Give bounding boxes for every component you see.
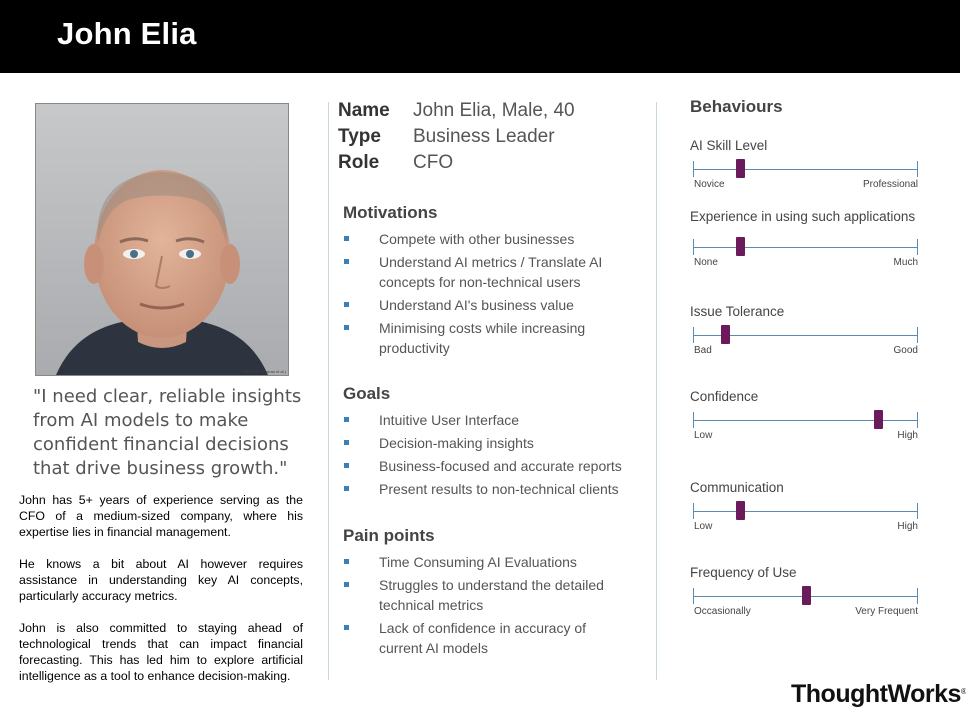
scale-label: Issue Tolerance: [690, 304, 785, 319]
scale-marker: [802, 586, 811, 605]
scale-label: AI Skill Level: [690, 138, 768, 153]
info-value: Business Leader: [413, 126, 555, 147]
section-title: Pain points: [343, 526, 435, 545]
scale-min-label: Low: [694, 521, 713, 532]
list-item: Struggles to understand the detailed technical metrics: [343, 575, 633, 615]
scale-track: [693, 420, 918, 441]
scale-min-label: Occasionally: [694, 606, 751, 617]
scale-max-label: Professional: [862, 179, 918, 190]
header-bar: [0, 0, 960, 73]
motivations-section: [343, 203, 633, 361]
list-item: Intuitive User Interface: [343, 410, 633, 430]
scale-issue-tolerance: [690, 304, 918, 356]
pain-points-section: [343, 526, 633, 661]
scale-max-label: High: [897, 521, 918, 532]
pain-points-list: [343, 552, 633, 658]
scale-marker: [736, 159, 745, 178]
scale-label: Confidence: [690, 389, 759, 404]
brand-logo: [791, 680, 966, 709]
scale-min-label: Bad: [694, 345, 712, 356]
scale-marker: [874, 410, 883, 429]
list-item: Time Consuming AI Evaluations: [343, 552, 633, 572]
list-item: Present results to non-technical clients: [343, 479, 633, 499]
list-item: Lack of confidence in accuracy of current AI models: [343, 618, 633, 658]
portrait-image: [36, 104, 288, 375]
goals-section: [343, 384, 633, 502]
info-row-type: [338, 124, 575, 150]
scale-track: [693, 247, 918, 268]
scale-frequency: [690, 565, 918, 617]
column-divider: [328, 102, 329, 680]
section-title: Goals: [343, 384, 391, 403]
scale-min-label: Novice: [694, 179, 725, 190]
scale-marker: [721, 325, 730, 344]
list-item: Business-focused and accurate reports: [343, 456, 633, 476]
column-divider: [656, 102, 657, 680]
info-value: CFO: [413, 152, 454, 173]
scale-label: Frequency of Use: [690, 565, 797, 580]
list-item: Understand AI's business value: [343, 295, 633, 315]
info-key: Role: [338, 152, 380, 173]
page-title: John Elia: [57, 16, 197, 51]
bio-paragraph: John has 5+ years of experience serving as the CFO of a medium-sized company, where his expertise lies in financial management.: [19, 493, 303, 539]
info-value: John Elia, Male, 40: [413, 100, 575, 121]
list-item: Decision-making insights: [343, 433, 633, 453]
bio-paragraph: He knows a bit about AI however requires assistance in understanding key AI concepts, particularly accuracy metrics.: [19, 557, 303, 603]
goals-list: [343, 410, 633, 499]
behaviours-title: Behaviours: [690, 97, 783, 116]
scale-track: [693, 511, 918, 532]
persona-bio: [19, 492, 303, 700]
section-title: Motivations: [343, 203, 438, 222]
brand-name: ThoughtWorks: [791, 680, 961, 708]
scale-label: Experience in using such applications: [690, 209, 916, 224]
scale-max-label: Much: [893, 257, 918, 268]
scale-max-label: Very Frequent: [855, 606, 918, 617]
info-key: Type: [338, 126, 381, 147]
persona-info: [338, 98, 575, 176]
trademark-mark: ®: [960, 687, 966, 696]
scale-track: [693, 335, 918, 356]
scale-confidence: [690, 389, 918, 441]
bio-paragraph: John is also committed to staying ahead of technological trends that can impact financial forecasting. This has led him to explore artificial intelligence as a tool to enhance decision-making.: [19, 621, 303, 683]
persona-quote: "I need clear, reliable insights from AI models to make confident financial decisions that drive business growth.": [33, 386, 302, 479]
scale-experience: [690, 209, 918, 268]
scale-min-label: Low: [694, 430, 713, 441]
scale-ai-skill: [690, 138, 918, 190]
info-row-name: [338, 98, 575, 124]
motivations-list: [343, 229, 633, 358]
scale-marker: [736, 237, 745, 256]
info-row-role: [338, 150, 575, 176]
scale-track: [693, 596, 918, 617]
list-item: Minimising costs while increasing productivity: [343, 318, 633, 358]
scale-label: Communication: [690, 480, 784, 495]
scale-max-label: High: [897, 430, 918, 441]
scale-communication: [690, 480, 918, 532]
list-item: Compete with other businesses: [343, 229, 633, 249]
scale-marker: [736, 501, 745, 520]
scale-min-label: None: [694, 257, 718, 268]
scale-track: [693, 169, 918, 190]
photo-credit: StyleGAN2 (Karras et al.): [240, 369, 286, 374]
info-key: Name: [338, 100, 390, 121]
persona-photo: [35, 103, 289, 376]
scale-max-label: Good: [893, 345, 918, 356]
list-item: Understand AI metrics / Translate AI concepts for non-technical users: [343, 252, 633, 292]
